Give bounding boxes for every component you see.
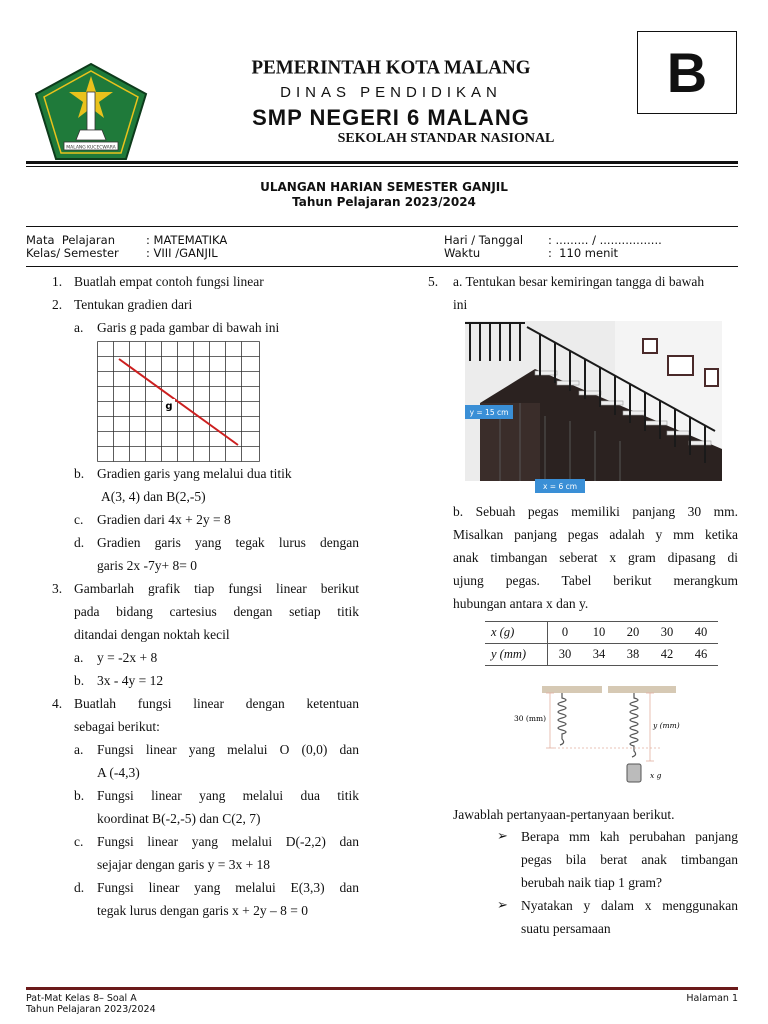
q5b-text-3: anak timbangan seberat x gram dipasang di [453,550,738,565]
q5b-text-5: hubungan antara x dan y. [453,596,589,611]
line-g-label: g [165,401,173,412]
bullet1-text-3: berubah naik tiap 1 gram? [521,875,662,890]
q4-text-1: Buatlah fungsi linear dengan ketentuan [74,696,359,711]
q2c-letter: c. [74,512,84,527]
table-x-cell: 20 [626,625,640,639]
q4-text-2: sebagai berikut: [74,719,160,734]
q4b-letter: b. [74,788,85,803]
q4c-text-2: sejajar dengan garis y = 3x + 18 [97,857,271,872]
class-label: Kelas/ Semester [26,246,119,260]
footer-left-2: Tahun Pelajaran 2023/2024 [26,1004,156,1015]
footer-left-1: Pat-Mat Kelas 8– Soal A [26,993,137,1004]
q2-number: 2. [52,297,63,312]
bullet2-text-1: Nyatakan y dalam x menggunakan [521,898,738,913]
info-rule-top [26,226,738,227]
q2-text: Tentukan gradien dari [74,297,193,312]
time-label: Waktu [444,246,481,260]
q3-text-3: ditandai dengan noktah kecil [74,627,230,642]
table-y-cell: 38 [626,647,640,661]
q3a-text: y = -2x + 8 [97,650,158,665]
table-y-label: y (mm) [485,644,548,666]
q5b-text-1: b. Sebuah pegas memiliki panjang 30 mm. [453,504,738,519]
line-grid-figure [97,341,260,462]
table-y-cell: 46 [694,647,708,661]
q2d-text-2: garis 2x -7y+ 8= 0 [97,558,197,573]
stair-height-label: y = 15 cm [469,408,509,417]
arrow-bullet-icon: ➢ [497,898,508,913]
stair-run-label: x = 6 cm [542,482,578,491]
exam-variant-box: B [637,31,737,114]
q2b-text-1: Gradien garis yang melalui dua titik [97,466,292,481]
staircase-photo [465,321,722,493]
bullet1-text-2: pegas bila berat anak timbangan [521,852,738,867]
q4b-text-2: koordinat B(-2,-5) dan C(2, 7) [97,811,261,826]
subject-value: : MATEMATIKA [146,233,228,247]
school-status: SEKOLAH STANDAR NASIONAL [337,131,555,146]
info-rule-bottom [26,266,738,267]
q4b-text-1: Fungsi linear yang melalui dua titik [97,788,359,803]
day-label: Hari / Tanggal [444,233,524,247]
agency-name: DINAS PENDIDIKAN [280,84,502,101]
q1-text: Buatlah empat contoh fungsi linear [74,274,264,289]
table-x-cell: 40 [694,625,708,639]
table-x-cell: 10 [592,625,606,639]
spring-diagram [510,686,700,788]
q3-text-2: pada bidang cartesius dengan setiap titik [74,604,359,619]
spring-weight-label: x g [650,771,662,780]
q2d-letter: d. [74,535,85,550]
q2c-text: Gradien dari 4x + 2y = 8 [97,512,231,527]
school-name: SMP NEGERI 6 MALANG [252,105,530,130]
spring-data-table [485,621,718,666]
q2d-text-1: Gradien garis yang tegak lurus dengan [97,535,359,550]
footer-rule [26,987,738,990]
table-x-cell: 30 [660,625,674,639]
table-x-cell: 0 [561,625,569,639]
q4c-letter: c. [74,834,84,849]
q4d-letter: d. [74,880,85,895]
q4-number: 4. [52,696,63,711]
q2b-letter: b. [74,466,85,481]
q5b-text-2: Misalkan panjang pegas adalah y mm ketika [453,527,738,542]
table-y-cell: 30 [558,647,572,661]
q3-number: 3. [52,581,63,596]
q4d-text-1: Fungsi linear yang melalui E(3,3) dan [97,880,359,895]
footer-page-number: Halaman 1 [686,993,738,1004]
q4a-text-2: A (-4,3) [97,765,140,780]
answer-intro: Jawablah pertanyaan-pertanyaan berikut. [453,807,675,822]
header-rule-thick [26,161,738,164]
time-value: : 110 menit [548,246,619,260]
q5b-text-4: ujung pegas. Tabel berikut merangkum [453,573,738,588]
bullet2-text-2: suatu persamaan [521,921,611,936]
q3a-letter: a. [74,650,84,665]
q3-text-1: Gambarlah grafik tiap fungsi linear berikut [74,581,359,596]
q4d-text-2: tegak lurus dengan garis x + 2y – 8 = 0 [97,903,308,918]
subject-label: Mata Pelajaran [26,233,115,247]
spring-right-label: y (mm) [653,721,680,730]
q4a-letter: a. [74,742,84,757]
q2a-text: Garis g pada gambar di bawah ini [97,320,280,335]
q3b-text: 3x - 4y = 12 [97,673,164,688]
class-value: : VIII /GANJIL [146,246,218,260]
table-y-cell: 34 [592,647,606,661]
q4a-text-1: Fungsi linear yang melalui O (0,0) dan [97,742,359,757]
q2a-letter: a. [74,320,84,335]
table-x-label: x (g) [485,622,548,644]
q5-number: 5. [428,274,439,289]
exam-title: ULANGAN HARIAN SEMESTER GANJIL Tahun Pelajaran 2023/2024 [260,180,508,209]
q4c-text-1: Fungsi linear yang melalui D(-2,2) dan [97,834,359,849]
day-value: : ......... / ................. [548,233,662,247]
q2b-text-2: A(3, 4) dan B(2,-5) [101,489,206,504]
emblem-motto: MALANG KUCECWARA [66,145,116,151]
q1-number: 1. [52,274,63,289]
table-y-cell: 42 [660,647,674,661]
header-rule-thin [26,166,738,167]
spring-left-label: 30 (mm) [514,714,547,723]
q3b-letter: b. [74,673,85,688]
government-name: PEMERINTAH KOTA MALANG [251,56,531,79]
q5a-text-1: a. Tentukan besar kemiringan tangga di bawah [453,274,705,289]
q5a-text-2: ini [453,297,468,312]
bullet1-text-1: Berapa mm kah perubahan panjang [521,829,738,844]
arrow-bullet-icon: ➢ [497,829,508,844]
